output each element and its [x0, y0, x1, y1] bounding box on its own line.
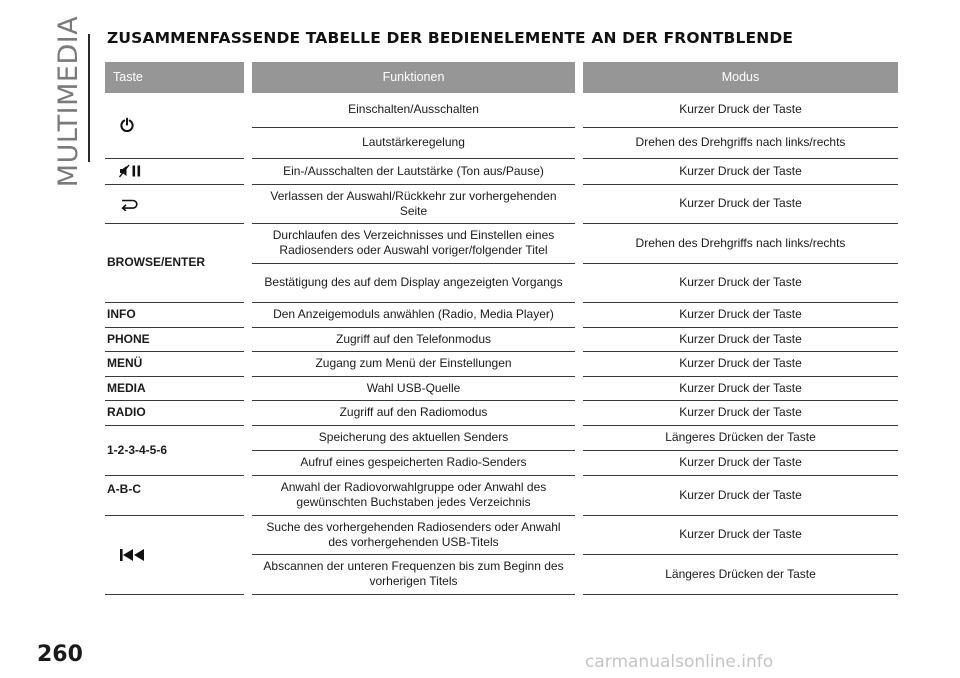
mode-cell: Kurzer Druck der Taste [583, 184, 898, 223]
table-row [105, 184, 898, 223]
function-cell: Einschalten/Ausschalten [252, 93, 575, 127]
previous-track-icon [119, 547, 145, 561]
table-row [105, 93, 898, 127]
key-cell [105, 158, 244, 184]
function-cell: Ein-/Ausschalten der Lautstärke (Ton aus/Pause) [252, 158, 575, 184]
page-title: ZUSAMMENFASSENDE TABELLE DER BEDIENELEMENTE AN DER FRONTBLENDE [107, 29, 794, 47]
key-cell: MEDIA [105, 376, 244, 400]
table-row [105, 475, 898, 515]
function-cell: Anwahl der Radiovorwahlgruppe oder Anwahl des gewünschten Buchstaben jedes Verzeichnis [252, 475, 575, 515]
key-cell [105, 184, 244, 223]
mode-cell: Kurzer Druck der Taste [583, 376, 898, 400]
function-cell: Bestätigung des auf dem Display angezeigten Vorgangs [252, 263, 575, 302]
function-cell: Wahl USB-Quelle [252, 376, 575, 400]
table-row [105, 400, 898, 425]
key-cell: 1-2-3-4-5-6 [105, 425, 244, 475]
key-cell: MENÜ [105, 351, 244, 376]
mode-cell: Kurzer Druck der Taste [583, 327, 898, 351]
function-cell: Aufruf eines gespeicherten Radio-Senders [252, 450, 575, 475]
function-cell: Den Anzeigemoduls anwählen (Radio, Media Player) [252, 302, 575, 327]
table-row [105, 351, 898, 376]
header-key: Taste [105, 62, 244, 93]
mode-cell: Kurzer Druck der Taste [583, 351, 898, 376]
key-cell: INFO [105, 302, 244, 327]
table-row [105, 515, 898, 554]
mode-cell: Kurzer Druck der Taste [583, 302, 898, 327]
key-cell: BROWSE/ENTER [105, 223, 244, 302]
key-cell: PHONE [105, 327, 244, 351]
function-cell: Zugriff auf den Telefonmodus [252, 327, 575, 351]
watermark: carmanualsonline.info [585, 652, 774, 672]
mode-cell: Drehen des Drehgriffs nach links/rechts [583, 127, 898, 158]
page-number: 260 [37, 642, 83, 667]
mode-cell: Kurzer Druck der Taste [583, 450, 898, 475]
function-cell: Suche des vorhergehenden Radiosenders oder Anwahl des vorhergehenden USB-Titels [252, 515, 575, 554]
power-icon [119, 117, 135, 131]
mode-cell: Längeres Drücken der Taste [583, 425, 898, 450]
function-cell: Abscannen der unteren Frequenzen bis zum Beginn des vorherigen Titels [252, 554, 575, 594]
table-row [105, 158, 898, 184]
mode-cell: Kurzer Druck der Taste [583, 93, 898, 127]
key-cell [105, 93, 244, 158]
controls-table [105, 62, 898, 595]
table-row [105, 223, 898, 263]
section-divider [88, 34, 90, 162]
key-cell: A-B-C [105, 475, 244, 515]
mode-cell: Drehen des Drehgriffs nach links/rechts [583, 223, 898, 263]
table-row [105, 327, 898, 351]
function-cell: Lautstärkeregelung [252, 127, 575, 158]
mode-cell: Kurzer Druck der Taste [583, 400, 898, 425]
mode-cell: Kurzer Druck der Taste [583, 515, 898, 554]
mode-cell: Kurzer Druck der Taste [583, 158, 898, 184]
table-row [105, 425, 898, 450]
function-cell: Durchlaufen des Verzeichnisses und Einstellen eines Radiosenders oder Auswahl voriger/folgender Titel [252, 223, 575, 263]
mode-cell: Kurzer Druck der Taste [583, 263, 898, 302]
header-mode: Modus [583, 62, 898, 93]
mode-cell: Kurzer Druck der Taste [583, 475, 898, 515]
table-row [105, 376, 898, 400]
back-arrow-icon [119, 196, 139, 210]
function-cell: Zugriff auf den Radiomodus [252, 400, 575, 425]
header-function: Funktionen [252, 62, 575, 93]
key-cell: RADIO [105, 400, 244, 425]
section-label: MULTIMEDIA [53, 15, 85, 187]
mode-cell: Längeres Drücken der Taste [583, 554, 898, 594]
table-row [105, 302, 898, 327]
key-cell [105, 515, 244, 594]
function-cell: Speicherung des aktuellen Senders [252, 425, 575, 450]
mute-pause-icon [119, 164, 143, 178]
table-header-row [105, 62, 898, 93]
function-cell: Zugang zum Menü der Einstellungen [252, 351, 575, 376]
function-cell: Verlassen der Auswahl/Rückkehr zur vorhergehenden Seite [252, 184, 575, 223]
